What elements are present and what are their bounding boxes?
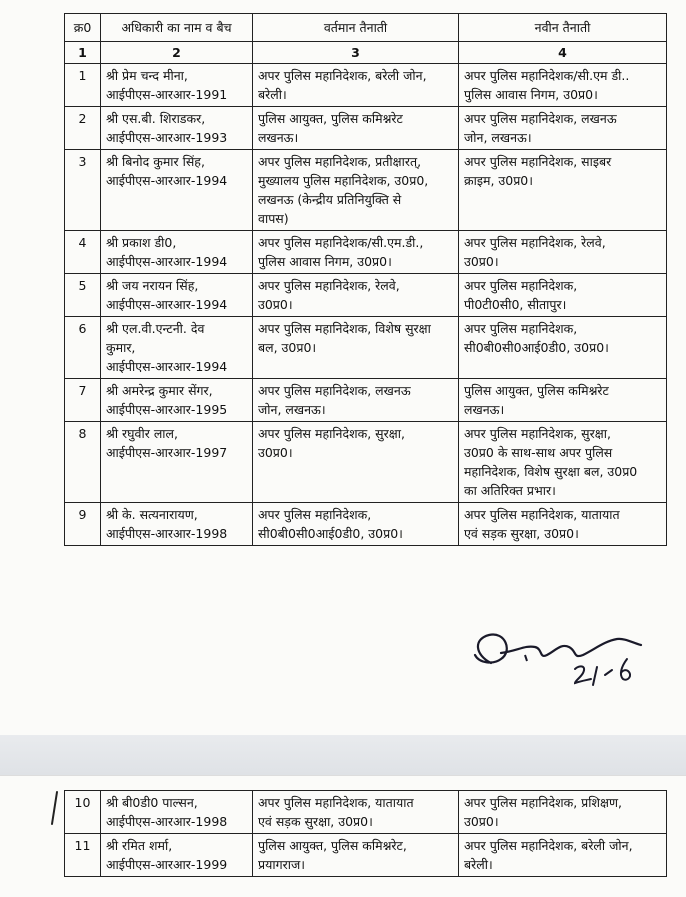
current-posting: पुलिस आयुक्त, पुलिस कमिश्नरेट, प्रयागराज।: [253, 834, 459, 877]
new-posting: अपर पुलिस महानिदेशक/सी.एम डी.. पुलिस आवास निगम, उ0प्र0।: [459, 64, 667, 107]
header-current-posting: वर्तमान तैनाती: [253, 14, 459, 42]
current-posting: अपर पुलिस महानिदेशक, सी0बी0सी0आई0डी0, उ0प्र0।: [253, 503, 459, 546]
table-header-row: [65, 14, 667, 42]
officer-name-batch: श्री बिनोद कुमार सिंह, आईपीएस-आरआर-1994: [101, 150, 253, 231]
signature-image: [465, 625, 655, 695]
current-posting: अपर पुलिस महानिदेशक, यातायात एवं सड़क सुरक्षा, उ0प्र0।: [253, 791, 459, 834]
transfer-table: [64, 13, 667, 546]
officer-name-batch: श्री अमरेन्द्र कुमार सेंगर, आईपीएस-आरआर-1995: [101, 379, 253, 422]
current-posting: अपर पुलिस महानिदेशक/सी.एम.डी., पुलिस आवास निगम, उ0प्र0।: [253, 231, 459, 274]
new-posting: अपर पुलिस महानिदेशक, सुरक्षा, उ0प्र0 के साथ-साथ अपर पुलिस महानिदेशक, विशेष सुरक्षा बल, उ0प्र0 का अतिरिक्त प्रभार।: [459, 422, 667, 503]
officer-name-batch: श्री बी0डी0 पाल्सन, आईपीएस-आरआर-1998: [101, 791, 253, 834]
new-posting: अपर पुलिस महानिदेशक, साइबर क्राइम, उ0प्र0।: [459, 150, 667, 231]
table-row: [65, 422, 667, 503]
pen-mark-icon: [46, 790, 62, 826]
table-row: [65, 64, 667, 107]
row-serial: 10: [65, 791, 101, 834]
new-posting: अपर पुलिस महानिदेशक, पी0टी0सी0, सीतापुर।: [459, 274, 667, 317]
new-posting: अपर पुलिस महानिदेशक, यातायात एवं सड़क सुरक्षा, उ0प्र0।: [459, 503, 667, 546]
new-posting: अपर पुलिस महानिदेशक, सी0बी0सी0आई0डी0, उ0प्र0।: [459, 317, 667, 379]
column-number: 2: [101, 42, 253, 64]
row-serial: 11: [65, 834, 101, 877]
table-row: [65, 503, 667, 546]
current-posting: अपर पुलिस महानिदेशक, विशेष सुरक्षा बल, उ0प्र0।: [253, 317, 459, 379]
table-row: [65, 150, 667, 231]
current-posting: अपर पुलिस महानिदेशक, बरेली जोन, बरेली।: [253, 64, 459, 107]
officer-name-batch: श्री एल.वी.एन्टनी. देव कुमार, आईपीएस-आरआर-1994: [101, 317, 253, 379]
current-posting: अपर पुलिस महानिदेशक, सुरक्षा, उ0प्र0।: [253, 422, 459, 503]
new-posting: पुलिस आयुक्त, पुलिस कमिश्नरेट लखनऊ।: [459, 379, 667, 422]
column-number: 1: [65, 42, 101, 64]
officer-name-batch: श्री जय नरायन सिंह, आईपीएस-आरआर-1994: [101, 274, 253, 317]
page-gap: [0, 735, 686, 775]
document-page-2: [0, 775, 686, 897]
new-posting: अपर पुलिस महानिदेशक, रेलवे, उ0प्र0।: [459, 231, 667, 274]
officer-name-batch: श्री के. सत्यनारायण, आईपीएस-आरआर-1998: [101, 503, 253, 546]
transfer-table-continued: [64, 790, 667, 877]
row-serial: 7: [65, 379, 101, 422]
column-number: 4: [459, 42, 667, 64]
row-serial: 2: [65, 107, 101, 150]
row-serial: 9: [65, 503, 101, 546]
table-row: [65, 791, 667, 834]
current-posting: अपर पुलिस महानिदेशक, रेलवे, उ0प्र0।: [253, 274, 459, 317]
row-serial: 6: [65, 317, 101, 379]
table-row: [65, 379, 667, 422]
table-row: [65, 834, 667, 877]
table-row: [65, 107, 667, 150]
new-posting: अपर पुलिस महानिदेशक, लखनऊ जोन, लखनऊ।: [459, 107, 667, 150]
table-row: [65, 274, 667, 317]
officer-name-batch: श्री प्रेम चन्द मीना, आईपीएस-आरआर-1991: [101, 64, 253, 107]
new-posting: अपर पुलिस महानिदेशक, प्रशिक्षण, उ0प्र0।: [459, 791, 667, 834]
header-serial: क्र0: [65, 14, 101, 42]
row-serial: 1: [65, 64, 101, 107]
header-name-batch: अधिकारी का नाम व बैच: [101, 14, 253, 42]
row-serial: 5: [65, 274, 101, 317]
current-posting: अपर पुलिस महानिदेशक, प्रतीक्षारत्, मुख्यालय पुलिस महानिदेशक, उ0प्र0, लखनऊ (केन्द्रीय प्रतिनियुक्ति से वापस): [253, 150, 459, 231]
current-posting: पुलिस आयुक्त, पुलिस कमिश्नरेट लखनऊ।: [253, 107, 459, 150]
header-new-posting: नवीन तैनाती: [459, 14, 667, 42]
new-posting: अपर पुलिस महानिदेशक, बरेली जोन, बरेली।: [459, 834, 667, 877]
column-number-row: [65, 42, 667, 64]
officer-name-batch: श्री एस.बी. शिराडकर, आईपीएस-आरआर-1993: [101, 107, 253, 150]
row-serial: 8: [65, 422, 101, 503]
officer-name-batch: श्री रघुवीर लाल, आईपीएस-आरआर-1997: [101, 422, 253, 503]
current-posting: अपर पुलिस महानिदेशक, लखनऊ जोन, लखनऊ।: [253, 379, 459, 422]
row-serial: 4: [65, 231, 101, 274]
row-serial: 3: [65, 150, 101, 231]
table-row: [65, 317, 667, 379]
table-row: [65, 231, 667, 274]
officer-name-batch: श्री रमित शर्मा, आईपीएस-आरआर-1999: [101, 834, 253, 877]
officer-name-batch: श्री प्रकाश डी0, आईपीएस-आरआर-1994: [101, 231, 253, 274]
column-number: 3: [253, 42, 459, 64]
